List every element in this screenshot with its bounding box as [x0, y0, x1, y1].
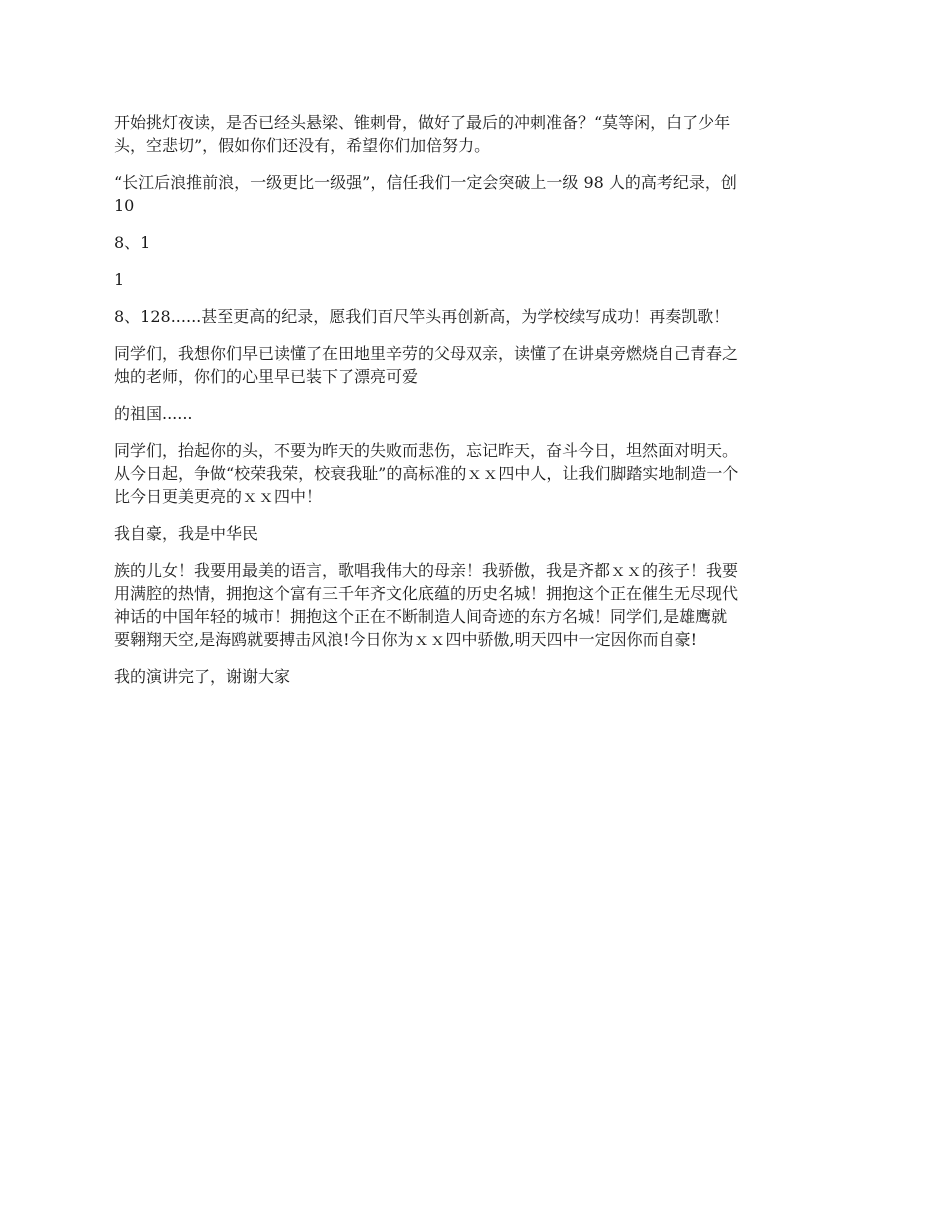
paragraph-line: 我的演讲完了，谢谢大家: [114, 667, 291, 686]
paragraph-line: 从今日起，争做“校荣我荣，校衰我耻”的高标准的ｘｘ四中人，让我们脚踏实地制造一个: [114, 464, 739, 483]
paragraph-line: 的祖国......: [114, 404, 193, 423]
paragraph-line: 要翱翔天空,是海鸥就要搏击风浪!今日你为ｘｘ四中骄傲,明天四中一定因你而自豪!: [114, 630, 698, 649]
paragraph-line: 神话的中国年轻的城市！拥抱这个正在不断制造人间奇迹的东方名城！同学们,是雄鹰就: [114, 607, 728, 626]
document-body: [114, 111, 844, 702]
paragraph-line: 1: [114, 270, 125, 289]
paragraph-9: [114, 522, 844, 545]
paragraph-4: [114, 268, 844, 291]
paragraph-line: 族的儿女！我要用最美的语言，歌唱我伟大的母亲！我骄傲，我是齐都ｘｘ的孩子！我要: [114, 561, 739, 580]
paragraph-line: 比今日更美更亮的ｘｘ四中！: [114, 487, 323, 506]
paragraph-line: 8、128......甚至更高的纪录，愿我们百尺竿头再创新高，为学校续写成功！再奏凯歌！: [114, 307, 730, 326]
paragraph-8: [114, 439, 844, 508]
paragraph-line: 烛的老师，你们的心里早已装下了漂亮可爱: [114, 367, 419, 386]
paragraph-line: 用满腔的热情，拥抱这个富有三千年齐文化底蕴的历史名城！拥抱这个正在催生无尽现代: [114, 584, 739, 603]
paragraph-line: 头，空悲切”，假如你们还没有，希望你们加倍努力。: [114, 136, 491, 155]
paragraph-line: 同学们，抬起你的头，不要为昨天的失败而悲伤，忘记昨天，奋斗今日，坦然面对明天。: [114, 441, 739, 460]
paragraph-line: 开始挑灯夜读，是否已经头悬梁、锥刺骨，做好了最后的冲刺准备？“莫等闲，白了少年: [114, 113, 731, 132]
paragraph-7: [114, 402, 844, 425]
paragraph-5: [114, 305, 844, 328]
paragraph-6: [114, 342, 844, 388]
paragraph-line: “长江后浪推前浪，一级更比一级强”，信任我们一定会突破上一级 98 人的高考纪录，创: [114, 173, 737, 192]
paragraph-10: [114, 559, 844, 651]
paragraph-2: [114, 171, 844, 217]
paragraph-line: 8、1: [114, 233, 151, 252]
paragraph-11: [114, 665, 844, 688]
paragraph-1: [114, 111, 844, 157]
paragraph-line: 10: [114, 196, 135, 215]
paragraph-line: 同学们，我想你们早已读懂了在田地里辛劳的父母双亲，读懂了在讲桌旁燃烧自己青春之: [114, 344, 739, 363]
paragraph-line: 我自豪，我是中华民: [114, 524, 259, 543]
paragraph-3: [114, 231, 844, 254]
